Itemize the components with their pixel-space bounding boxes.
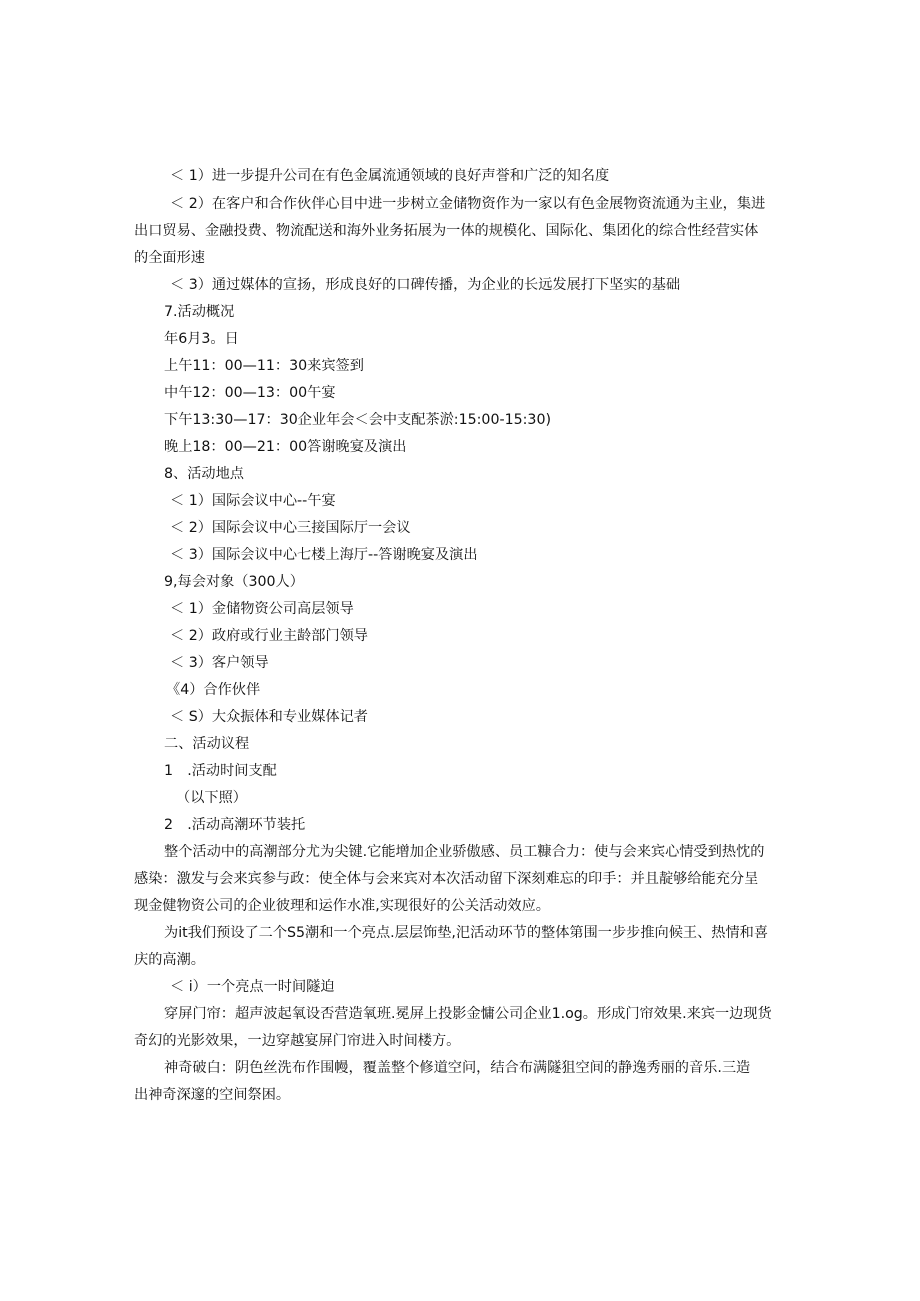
list-item: ＜ 1）金储物资公司高层领导	[170, 601, 354, 617]
text-line: （以下照）	[176, 790, 247, 806]
paragraph-line: 感染：激发与会来宾参与政：使全体与会来宾对本次活动留下深刻难忘的印手：并且靛够给能充分呈	[134, 871, 759, 887]
paragraph-line: 出神奇深邃的空间祭困。	[134, 1087, 291, 1103]
text-line: ＜ 1）进一步提升公司在有色金属流通领域的良好声誉和广泛的知名度	[170, 168, 610, 184]
list-item: ＜ i）一个亮点一时间隧迫	[170, 979, 335, 995]
text-line: 年6月3。日	[164, 331, 239, 347]
text-line: 的全面形速	[134, 250, 205, 266]
text-line: 出口贸易、金融投费、物流配送和海外业务拓展为一体的规模化、国际化、集团化的综合性经营实体	[134, 223, 759, 239]
paragraph-line: 穿屏门帘：超声波起氧设否营造氧班.冕屏上投影金慵公司企业1.og。形成门帘效果.来宾一边现货	[164, 1006, 772, 1022]
schedule-item: 上午11：00—11：30来宾签到	[164, 358, 364, 374]
list-item: 《4）合作伙伴	[166, 682, 261, 698]
text-line: ＜ 2）在客户和合作伙伴心目中进一步树立金储物资作为一家以有色金展物资流通为主业，集进	[170, 196, 766, 212]
paragraph-line: 整个活动中的高潮部分尤为尖键.它能增加企业骄傲感、员工糠合力：使与会来宾心情受到热忱的	[164, 844, 765, 860]
section-heading: 二、活动议程	[164, 736, 250, 752]
list-item: ＜ 2）国际会议中心三接国际厅一会议	[170, 520, 411, 536]
subsection-heading: 2 .活动高潮环节装托	[164, 817, 306, 833]
section-heading: 9,每会对象（300人）	[164, 574, 304, 590]
list-item: ＜ 2）政府或行业主龄部门领导	[170, 628, 368, 644]
subsection-heading: 1 .活动时间支配	[164, 763, 277, 779]
paragraph-line: 奇幻的光影效果，一边穿越宴屏门帘进入时间楼方。	[134, 1033, 461, 1049]
list-item: ＜ S）大众振体和专业媒体记者	[170, 709, 368, 725]
paragraph-line: 神奇破白：阴色丝洗布作围幔，覆盖整个修道空问，结合布满隧狙空间的静逸秀丽的音乐.三造	[164, 1060, 751, 1076]
list-item: ＜ 1）国际会议中心--午宴	[170, 493, 336, 509]
schedule-item: 下午13:30—17：30企业年会＜会中支配茶淤:15:00-15:30)	[164, 412, 552, 428]
schedule-item: 晚上18：00—21：00答谢晚宴及演出	[164, 439, 407, 455]
schedule-item: 中午12：00—13：00午宴	[164, 385, 336, 401]
section-heading: 8、活动地点	[164, 466, 244, 482]
paragraph-line: 庆的高潮。	[134, 952, 205, 968]
paragraph-line: 为it我们预设了二个S5潮和一个亮点.层层饰垫,汜活动环节的整体第围一步步推向候王、热情和喜	[164, 925, 769, 941]
text-line: ＜ 3）通过媒体的宣扬，形成良好的口碑传播，为企业的长远发展打下坚实的基础	[170, 277, 681, 293]
list-item: ＜ 3）客户领导	[170, 655, 269, 671]
list-item: ＜ 3）国际会议中心七楼上海厅--答谢晚宴及演出	[170, 547, 478, 563]
paragraph-line: 现金健物资公司的企业彼理和运作水准,实现很好的公关活动效应。	[134, 898, 550, 914]
section-heading: 7.活动概况	[164, 304, 235, 320]
